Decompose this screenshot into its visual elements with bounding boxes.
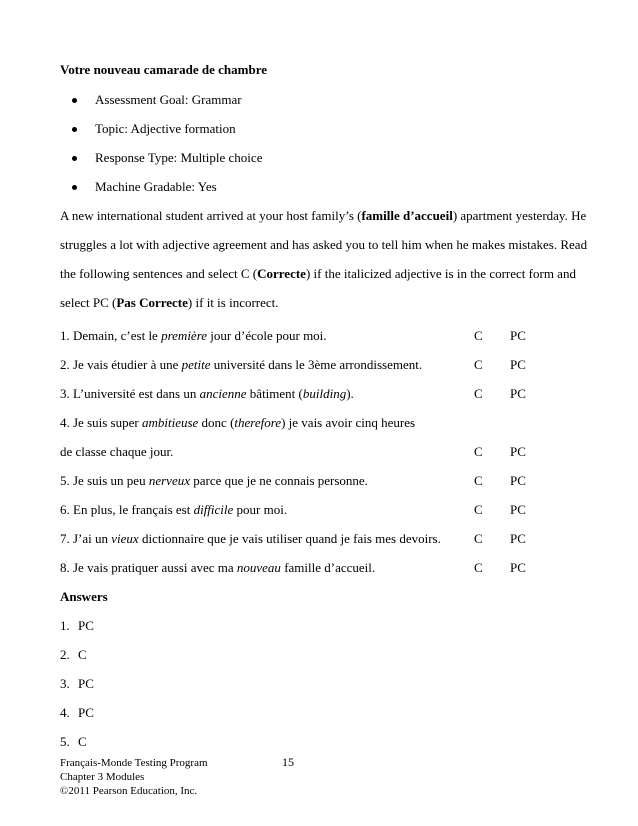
- bullet-dot-icon: [72, 185, 77, 190]
- footer-chapter: Chapter 3 Modules: [60, 771, 145, 783]
- option-pc[interactable]: PC: [510, 357, 526, 372]
- option-c[interactable]: C: [474, 328, 483, 343]
- option-c[interactable]: C: [474, 531, 483, 546]
- answer-item: 3. PC: [60, 676, 94, 691]
- question-5: 5. Je suis un peu nerveux parce que je ne connais personne.: [60, 473, 368, 488]
- question-1: 1. Demain, c’est le première jour d’école pour moi.: [60, 328, 327, 343]
- bullet-item: Assessment Goal: Grammar: [72, 92, 242, 108]
- answer-item: 4. PC: [60, 705, 94, 720]
- answer-item: 5. C: [60, 734, 87, 749]
- question-8: 8. Je vais pratiquer aussi avec ma nouveau famille d’accueil.: [60, 560, 376, 575]
- bullet-dot-icon: [72, 127, 77, 132]
- page-title: Votre nouveau camarade de chambre: [60, 62, 268, 77]
- option-pc[interactable]: PC: [510, 502, 526, 517]
- answer-item: 1. PC: [60, 618, 94, 633]
- option-pc[interactable]: PC: [510, 560, 526, 575]
- bullet-item: Machine Gradable: Yes: [72, 179, 217, 195]
- option-pc[interactable]: PC: [510, 531, 526, 546]
- answer-item: 2. C: [60, 647, 87, 662]
- option-c[interactable]: C: [474, 357, 483, 372]
- bullet-item: Topic: Adjective formation: [72, 121, 236, 137]
- bullet-dot-icon: [72, 156, 77, 161]
- instructions-line-2: struggles a lot with adjective agreement and has asked you to tell him when he makes mistakes. Read: [60, 237, 588, 252]
- option-pc[interactable]: PC: [510, 473, 526, 488]
- option-c[interactable]: C: [474, 502, 483, 517]
- footer-copyright: ©2011 Pearson Education, Inc.: [60, 785, 198, 797]
- bullet-dot-icon: [72, 98, 77, 103]
- question-4: 4. Je suis super ambitieuse donc (therefore) je vais avoir cinq heures: [60, 415, 416, 430]
- footer-program: Français-Monde Testing Program: [60, 757, 208, 769]
- option-c[interactable]: C: [474, 473, 483, 488]
- option-c[interactable]: C: [474, 444, 483, 459]
- question-3: 3. L’université est dans un ancienne bâtiment (building).: [60, 386, 354, 401]
- instructions-line-3: the following sentences and select C (Correcte) if the italicized adjective is in the correct form and: [60, 266, 576, 281]
- option-pc[interactable]: PC: [510, 386, 526, 401]
- question-4-continued: de classe chaque jour.: [60, 444, 174, 459]
- instructions-line-1: A new international student arrived at your host family’s (famille d’accueil) apartment yesterday. He: [60, 208, 587, 223]
- question-2: 2. Je vais étudier à une petite université dans le 3ème arrondissement.: [60, 357, 423, 372]
- option-pc[interactable]: PC: [510, 444, 526, 459]
- question-7: 7. J’ai un vieux dictionnaire que je vais utiliser quand je fais mes devoirs.: [60, 531, 441, 546]
- bullet-item: Response Type: Multiple choice: [72, 150, 262, 166]
- question-6: 6. En plus, le français est difficile pour moi.: [60, 502, 288, 517]
- page-number: 15: [282, 755, 294, 769]
- option-pc[interactable]: PC: [510, 328, 526, 343]
- instructions-line-4: select PC (Pas Correcte) if it is incorrect.: [60, 295, 279, 310]
- option-c[interactable]: C: [474, 560, 483, 575]
- option-c[interactable]: C: [474, 386, 483, 401]
- answers-heading: Answers: [60, 589, 108, 604]
